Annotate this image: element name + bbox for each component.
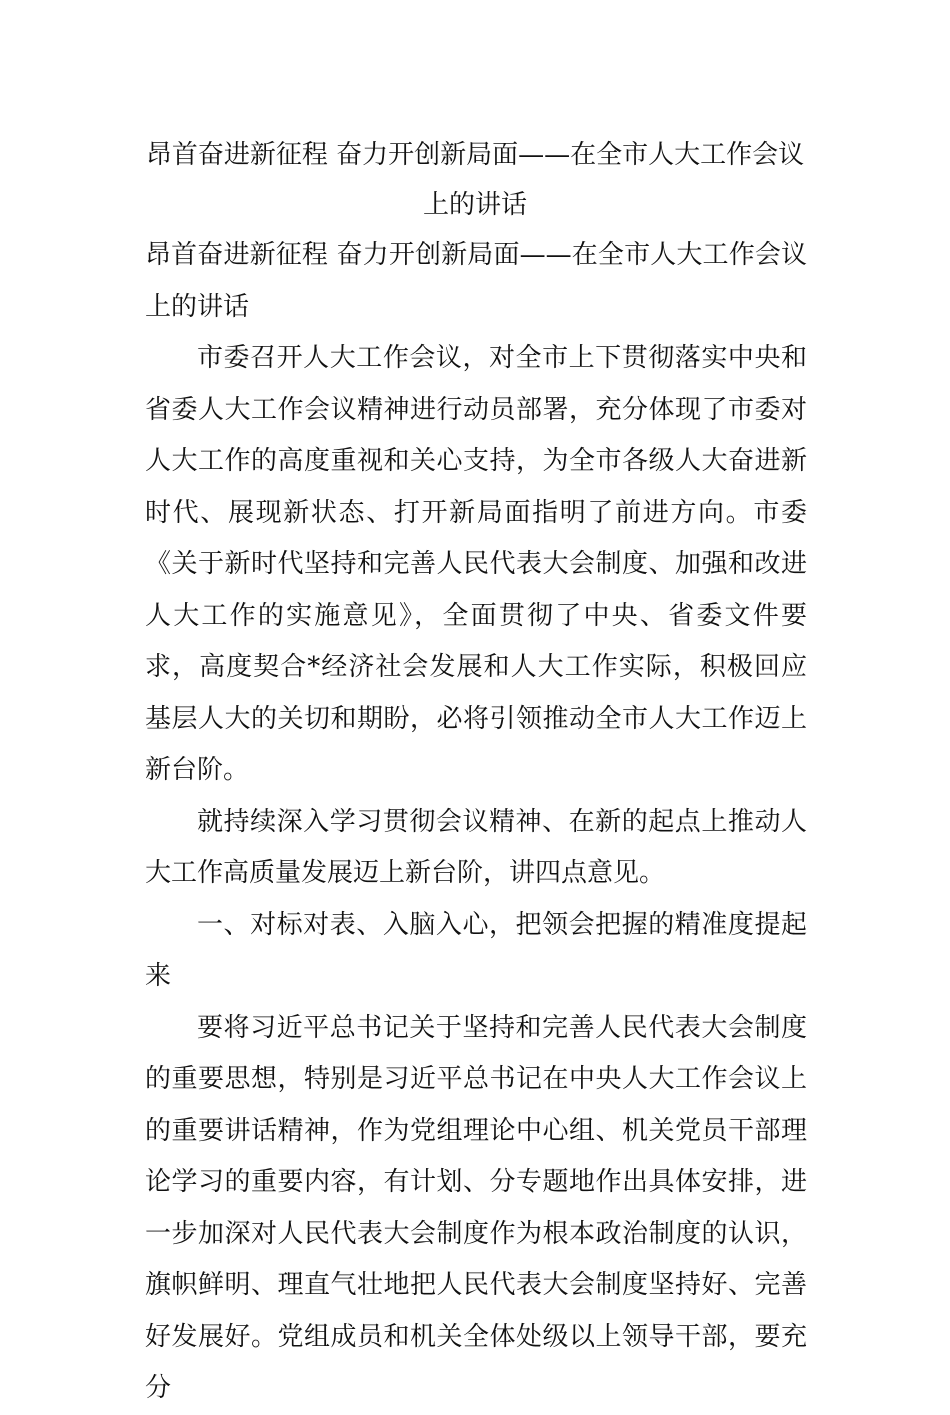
section-heading-one: 一、对标对表、入脑入心，把领会把握的精准度提起来 [145,909,807,991]
paragraph-outline: 就持续深入学习贯彻会议精神、在新的起点上推动人大工作高质量发展迈上新台阶，讲四点意见。 [145,806,807,888]
paragraph-section-one: 要将习近平总书记关于坚持和完善人民代表大会制度的重要思想，特别是习近平总书记在中央人大工作会议上的重要讲话精神，作为党组理论中心组、机关党员干部理论学习的重要内容，有计划、分专题地作出具体安排，进一步加深对人民代表大会制度作为根本政治制度的认识，旗帜鲜明、理直气壮地把人民代表大会制度坚持好、完善好发展好。党组成员和机关全体处级以上领导干部，要充分 [145,1012,807,1403]
paragraph-intro: 市委召开人大工作会议，对全市上下贯彻落实中央和省委人大工作会议精神进行动员部署，充分体现了市委对人大工作的高度重视和关心支持，为全市各级人大奋进新时代、展现新状态、打开新局面指明了前进方向。市委《关于新时代坚持和完善人民代表大会制度、加强和改进人大工作的实施意见》，全面贯彻了中央、省委文件要求，高度契合*经济社会发展和人大工作实际，积极回应基层人大的关切和期盼，必将引领推动全市人大工作迈上新台阶。 [145,343,807,785]
document-body [145,230,807,1415]
title-repeat-line: 昂首奋进新征程 奋力开创新局面——在全市人大工作会议上的讲话 [145,240,807,322]
document-title: 昂首奋进新征程 奋力开创新局面——在全市人大工作会议上的讲话 [145,140,805,220]
